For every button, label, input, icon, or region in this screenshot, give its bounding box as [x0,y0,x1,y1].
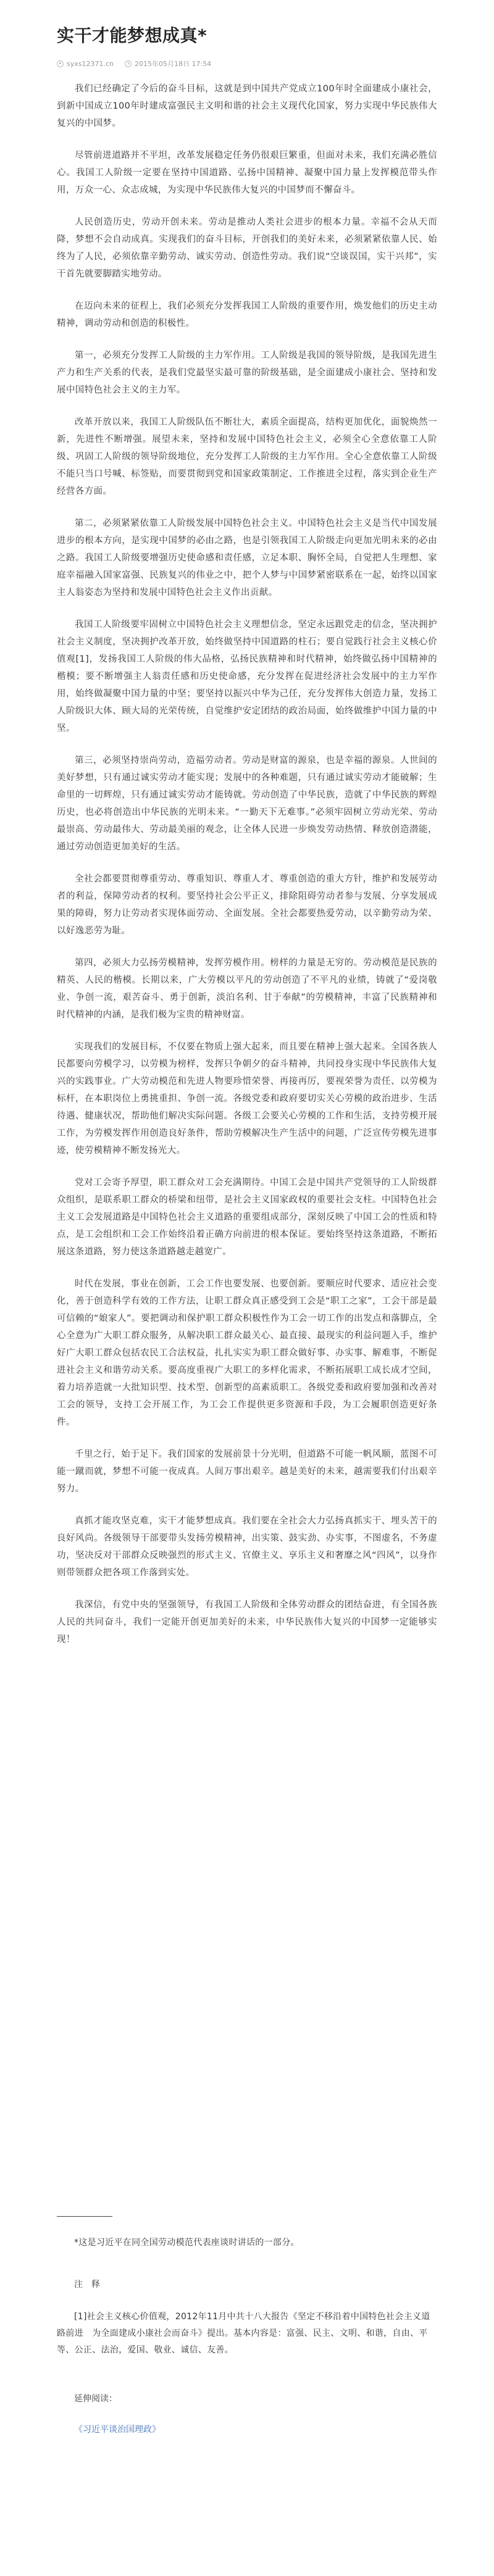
publish-date: 2015年05月18日 17:54 [135,60,212,68]
footnote-divider [57,2216,112,2217]
article-paragraph: 人民创造历史，劳动开创未来。劳动是推动人类社会进步的根本力量。幸福不会从天而降，梦想不会自动成真。实现我们的奋斗目标，开创我们的美好未来，必须紧紧依靠人民、始终为了人民，必须依靠辛勤劳动、诚实劳动、创造性劳动。我们说“空谈误国，实干兴邦”，实干首先就要脚踏实地劳动。 [57,217,437,279]
article-paragraph: 千里之行，始于足下。我们国家的发展前景十分光明，但道路不可能一帆风顺，蓝图不可能一蹴而就，梦想不可能一夜成真。人间万事出艰辛。越是美好的未来，越需要我们付出艰辛努力。 [57,1449,437,1494]
note-1: [1]社会主义核心价值观，2012年11月中共十八大报告《坚定不移沿着中国特色社会主义道路前进 为全面建成小康社会而奋斗》提出。基本内容是：富强、民主、文明、和谐，自由、平等、公正、法治，爱国、敬业、诚信、友善。 [57,2312,430,2355]
user-icon [57,60,64,67]
notes-heading: 注 释 [74,2280,100,2290]
footnote: *这是习近平在同全国劳动模范代表座谈时讲话的一部分。 [74,2238,299,2248]
clock-icon [125,60,132,67]
article-title: 实干才能梦想成真* [57,25,207,46]
further-reading-link[interactable]: 《习近平谈治国理政》 [74,2425,161,2435]
further-reading-label: 延伸阅读： [74,2394,117,2404]
author-link[interactable]: syxs12371.cn [67,59,114,68]
article-paragraph: 在迈向未来的征程上，我们必须充分发挥我国工人阶级的重要作用，焕发他们的历史主动精神，调动劳动和创造的积极性。 [57,301,437,328]
article-paragraph: 我们已经确定了今后的奋斗目标，这就是到中国共产党成立100年时全面建成小康社会，到新中国成立100年时建成富强民主文明和谐的社会主义现代化国家，努力实现中华民族伟大复兴的中国梦。 [57,84,437,128]
article-paragraph: 第一，必须充分发挥工人阶级的主力军作用。工人阶级是我国的领导阶级，是我国先进生产力和生产关系的代表，是我们党最坚实最可靠的阶级基础，是全面建成小康社会、坚持和发展中国特色社会主义的主力军。 [57,351,437,395]
article-paragraph: 第二，必须紧紧依靠工人阶级发展中国特色社会主义。中国特色社会主义是当代中国发展进步的根本方向，是实现中国梦的必由之路，也是引领我国工人阶级走向更加光明未来的必由之路。我国工人阶级要增强历史使命感和责任感，立足本职、胸怀全局，自觉把人生理想、家庭幸福融入国家富强、民族复兴的伟业之中，把个人梦与中国梦紧密联系在一起，始终以国家主人翁姿态为坚持和发展中国特色社会主义作出贡献。 [57,519,437,598]
article-paragraph: 第三，必须坚持崇尚劳动，造福劳动者。劳动是财富的源泉，也是幸福的源泉。人世间的美好梦想，只有通过诚实劳动才能实现；发展中的各种难题，只有通过诚实劳动才能破解；生命里的一切辉煌，只有通过诚实劳动才能铸就。劳动创造了中华民族，造就了中华民族的辉煌历史，也必将创造出中华民族的光明未来。“一勤天下无难事。”必须牢固树立劳动光荣、劳动最崇高、劳动最伟大、劳动最美丽的观念，让全体人民进一步焕发劳动热情、释放创造潜能，通过劳动创造更加美好的生活。 [57,756,437,852]
article-paragraph: 第四，必须大力弘扬劳模精神，发挥劳模作用。榜样的力量是无穷的。劳动模范是民族的精英、人民的楷模。长期以来，广大劳模以平凡的劳动创造了不平凡的业绩，铸就了“爱岗敬业、争创一流，艰苦奋斗、勇于创新，淡泊名利、甘于奉献”的劳模精神，丰富了民族精神和时代精神的内涵，是我们极为宝贵的精神财富。 [57,958,437,1020]
article-paragraph: 尽管前进道路并不平坦，改革发展稳定任务仍很艰巨繁重，但面对未来，我们充满必胜信心。我国工人阶级一定要在坚持中国道路、弘扬中国精神、凝聚中国力量上发挥模范带头作用，万众一心、众志成城，为实现中华民族伟大复兴的中国梦而不懈奋斗。 [57,151,437,195]
article-paragraph: 改革开放以来，我国工人阶级队伍不断壮大，素质全面提高，结构更加优化，面貌焕然一新，先进性不断增强。展望未来，坚持和发展中国特色社会主义，必须全心全意依靠工人阶级、巩固工人阶级的领导阶级地位，充分发挥工人阶级的主力军作用。全心全意依靠工人阶级不能只当口号喊、标签贴，而要贯彻到党和国家政策制定、工作推进全过程，落实到企业生产经营各方面。 [57,417,437,496]
article-body [57,80,437,1663]
article-paragraph: 全社会都要贯彻尊重劳动、尊重知识、尊重人才、尊重创造的重大方针，维护和发展劳动者的利益，保障劳动者的权利。要坚持社会公平正义，排除阻碍劳动者参与发展、分享发展成果的障碍，努力让劳动者实现体面劳动、全面发展。全社会都要热爱劳动，以辛勤劳动为荣、以好逸恶劳为耻。 [57,874,437,936]
article-meta [57,59,211,69]
article-paragraph: 我深信，有党中央的坚强领导，有我国工人阶级和全体劳动群众的团结奋进，有全国各族人民的共同奋斗，我们一定能开创更加美好的未来，中华民族伟大复兴的中国梦一定能够实现！ [57,1600,437,1644]
article-paragraph: 我国工人阶级要牢固树立中国特色社会主义理想信念，坚定永远跟党走的信念，坚决拥护社会主义制度，坚决拥护改革开放，始终做坚持中国道路的柱石；要自觉践行社会主义核心价值观[1]，发扬我国工人阶级的伟大品格，弘扬民族精神和时代精神，始终做弘扬中国精神的楷模；要不断增强主人翁责任感和历史使命感，充分发挥在促进经济社会发展中的主力军作用，始终做凝聚中国力量的中坚；要坚持以振兴中华为己任，充分发挥伟大创造力量，发扬工人阶级识大体、顾大局的光荣传统，自觉维护安定团结的政治局面，始终做维护中国力量的中坚。 [57,620,437,733]
article-paragraph: 时代在发展，事业在创新，工会工作也要发展、也要创新。要顺应时代要求、适应社会变化，善于创造科学有效的工作方法，让职工群众真正感受到工会是“职工之家”，工会干部是最可信赖的“娘家人”。要把调动和保护职工群众积极性作为工会一切工作的出发点和落脚点，全心全意为广大职工群众服务，从解决职工群众最关心、最直接、最现实的利益问题入手，维护好广大职工群众包括农民工合法权益，扎扎实实为职工群众做好事、办实事、解难事，不断促进社会主义和谐劳动关系。要高度重视广大职工的多样化需求，不断拓展职工成长成才空间，着力培养造就一大批知识型、技术型、创新型的高素质职工。各级党委和政府要加强和改善对工会的领导，支持工会开展工作，为工会工作提供更多资源和手段，为工会履职创造更好条件。 [57,1279,437,1427]
article-paragraph: 党对工会寄予厚望，职工群众对工会充满期待。中国工会是中国共产党领导的工人阶级群众组织，是联系职工群众的桥梁和纽带，是社会主义国家政权的重要社会支柱。中国特色社会主义工会发展道路是中国特色社会主义道路的重要组成部分，深刻反映了中国工会的性质和特点，是工会组织和工会工作始终沿着正确方向前进的根本保证。要始终坚持这条道路，不断拓展这条道路，努力使这条道路越走越宽广。 [57,1178,437,1257]
article-paragraph: 真抓才能攻坚克难，实干才能梦想成真。我们要在全社会大力弘扬真抓实干、埋头苦干的良好风尚。各级领导干部要带头发扬劳模精神，出实策、鼓实劲、办实事，不图虚名，不务虚功，坚决反对干部群众反映强烈的形式主义、官僚主义、享乐主义和奢靡之风“四风”，以身作则带领群众把各项工作落到实处。 [57,1516,437,1578]
article-paragraph: 实现我们的发展目标，不仅要在物质上强大起来，而且要在精神上强大起来。全国各族人民都要向劳模学习，以劳模为榜样，发挥只争朝夕的奋斗精神，共同投身实现中华民族伟大复兴的实践事业。广大劳动模范和先进人物要珍惜荣誉、再接再厉，要视荣誉为责任、以劳模为标杆，在本职岗位上勇挑重担、争创一流。各级党委和政府要切实关心劳模的政治进步、生活待遇、健康状况，帮助他们解决实际问题。各级工会要关心劳模的工作和生活，支持劳模开展工作，为劳模发挥作用创造良好条件，帮助劳模解决生产生活中的问题，广泛宣传劳模先进事迹，使劳模精神不断发扬光大。 [57,1042,437,1156]
